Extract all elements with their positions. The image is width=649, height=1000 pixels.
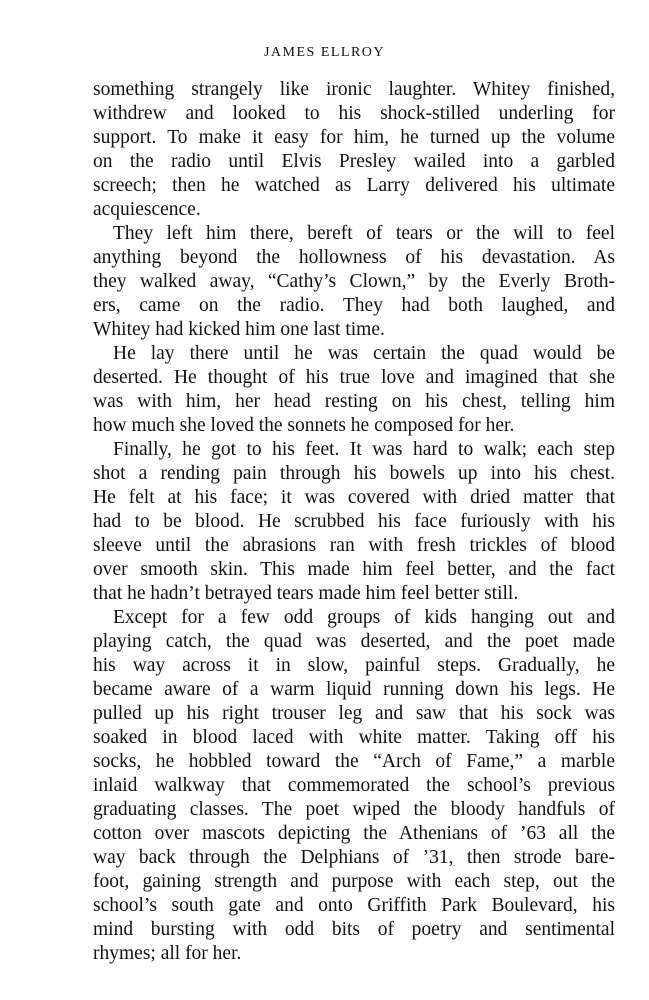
text-line: how much she loved the sonnets he composed for her. xyxy=(93,415,515,436)
text-line: pulled up his right trouser leg and saw that his sock was xyxy=(93,703,615,724)
text-line: foot, gaining strength and purpose with each step, out the xyxy=(93,871,615,892)
text-line: on the radio until Elvis Presley wailed into a garbled xyxy=(93,151,615,172)
text-line: Finally, he got to his feet. It was hard to walk; each step xyxy=(113,439,615,460)
text-line: his way across it in slow, painful steps. Gradually, he xyxy=(93,655,615,676)
text-line: anything beyond the hollowness of his devastation. As xyxy=(93,247,615,268)
text-line: that he hadn’t betrayed tears made him feel better still. xyxy=(93,583,519,604)
text-line: school’s south gate and onto Griffith Park Boulevard, his xyxy=(93,895,615,916)
text-line: rhymes; all for her. xyxy=(93,943,242,964)
text-line: was with him, her head resting on his chest, telling him xyxy=(93,391,615,412)
text-line: sleeve until the abrasions ran with fresh trickles of blood xyxy=(93,535,615,556)
text-line: soaked in blood laced with white matter. Taking off his xyxy=(93,727,615,748)
text-line: they walked away, “Cathy’s Clown,” by the Everly Broth- xyxy=(93,271,615,292)
text-line: He lay there until he was certain the quad would be xyxy=(113,343,615,364)
text-line: ers, came on the radio. They had both laughed, and xyxy=(93,295,615,316)
body-text xyxy=(93,78,615,966)
text-line: Except for a few odd groups of kids hanging out and xyxy=(113,607,615,628)
text-line: withdrew and looked to his shock-stilled underling for xyxy=(93,103,615,124)
text-line: something strangely like ironic laughter. Whitey finished, xyxy=(93,79,615,100)
text-line: over smooth skin. This made him feel better, and the fact xyxy=(93,559,615,580)
text-line: inlaid walkway that commemorated the school’s previous xyxy=(93,775,615,796)
text-line: mind bursting with odd bits of poetry and sentimental xyxy=(93,919,615,940)
text-line: He felt at his face; it was covered with dried matter that xyxy=(93,487,615,508)
text-line: acquiescence. xyxy=(93,199,201,220)
text-line: Whitey had kicked him one last time. xyxy=(93,319,385,340)
text-line: screech; then he watched as Larry delivered his ultimate xyxy=(93,175,615,196)
text-line: support. To make it easy for him, he turned up the volume xyxy=(93,127,615,148)
text-line: cotton over mascots depicting the Athenians of ’63 all the xyxy=(93,823,615,844)
text-line: playing catch, the quad was deserted, and the poet made xyxy=(93,631,615,652)
text-line: way back through the Delphians of ’31, then strode bare- xyxy=(93,847,615,868)
text-line: shot a rending pain through his bowels up into his chest. xyxy=(93,463,615,484)
running-head: JAMES ELLROY xyxy=(263,45,386,60)
text-line: became aware of a warm liquid running down his legs. He xyxy=(93,679,615,700)
text-line: had to be blood. He scrubbed his face furiously with his xyxy=(93,511,615,532)
text-line: graduating classes. The poet wiped the bloody handfuls of xyxy=(93,799,615,820)
text-line: They left him there, bereft of tears or the will to feel xyxy=(113,223,615,244)
text-line: deserted. He thought of his true love and imagined that she xyxy=(93,367,615,388)
text-line: socks, he hobbled toward the “Arch of Fame,” a marble xyxy=(93,751,615,772)
